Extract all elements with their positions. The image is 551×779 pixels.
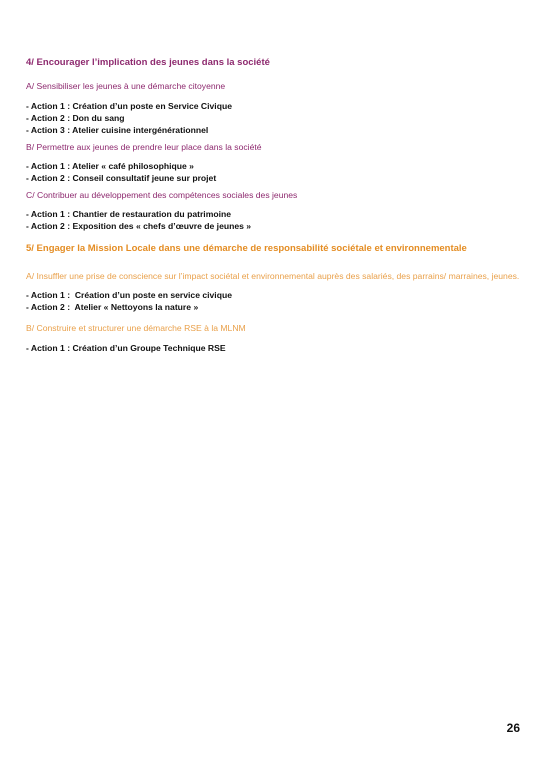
action-item: - Action 2 : Conseil consultatif jeune sur projet <box>26 173 217 183</box>
action-item: - Action 1 : Création d’un poste en Service Civique <box>26 101 232 111</box>
page-number: 26 <box>506 721 520 735</box>
page-content <box>26 56 526 354</box>
section-5a-action-list <box>26 289 526 313</box>
section-5a-heading: A/ Insuffler une prise de conscience sur l’impact sociétal et environnemental auprès des salariés, des parrains/ marraines, jeunes. <box>26 271 520 281</box>
section-4a-heading: A/ Sensibiliser les jeunes à une démarche citoyenne <box>26 81 226 91</box>
section-4b-action-list <box>26 160 526 184</box>
action-item: - Action 1 : Création d’un poste en service civique <box>26 290 232 300</box>
action-item: - Action 2 : Don du sang <box>26 113 125 123</box>
section-4c-action-list <box>26 208 526 232</box>
section-4-title: 4/ Encourager l’implication des jeunes dans la société <box>26 57 270 68</box>
section-5-title: 5/ Engager la Mission Locale dans une démarche de responsabilité sociétale et environnementale <box>26 243 467 254</box>
action-item: - Action 2 : Atelier « Nettoyons la nature » <box>26 302 199 312</box>
action-item: - Action 1 : Chantier de restauration du patrimoine <box>26 209 231 219</box>
action-item: - Action 1 : Création d’un Groupe Technique RSE <box>26 343 226 353</box>
action-item: - Action 2 : Exposition des « chefs d’œuvre de jeunes » <box>26 221 252 231</box>
section-4a-action-list <box>26 100 526 136</box>
action-item: - Action 1 : Atelier « café philosophique » <box>26 161 194 171</box>
section-5b-action-list <box>26 342 526 354</box>
action-item: - Action 3 : Atelier cuisine intergénérationnel <box>26 125 209 135</box>
section-4c-heading: C/ Contribuer au développement des compétences sociales des jeunes <box>26 190 298 200</box>
section-4b-heading: B/ Permettre aux jeunes de prendre leur place dans la société <box>26 142 262 152</box>
section-5b-heading: B/ Construire et structurer une démarche RSE à la MLNM <box>26 323 246 333</box>
